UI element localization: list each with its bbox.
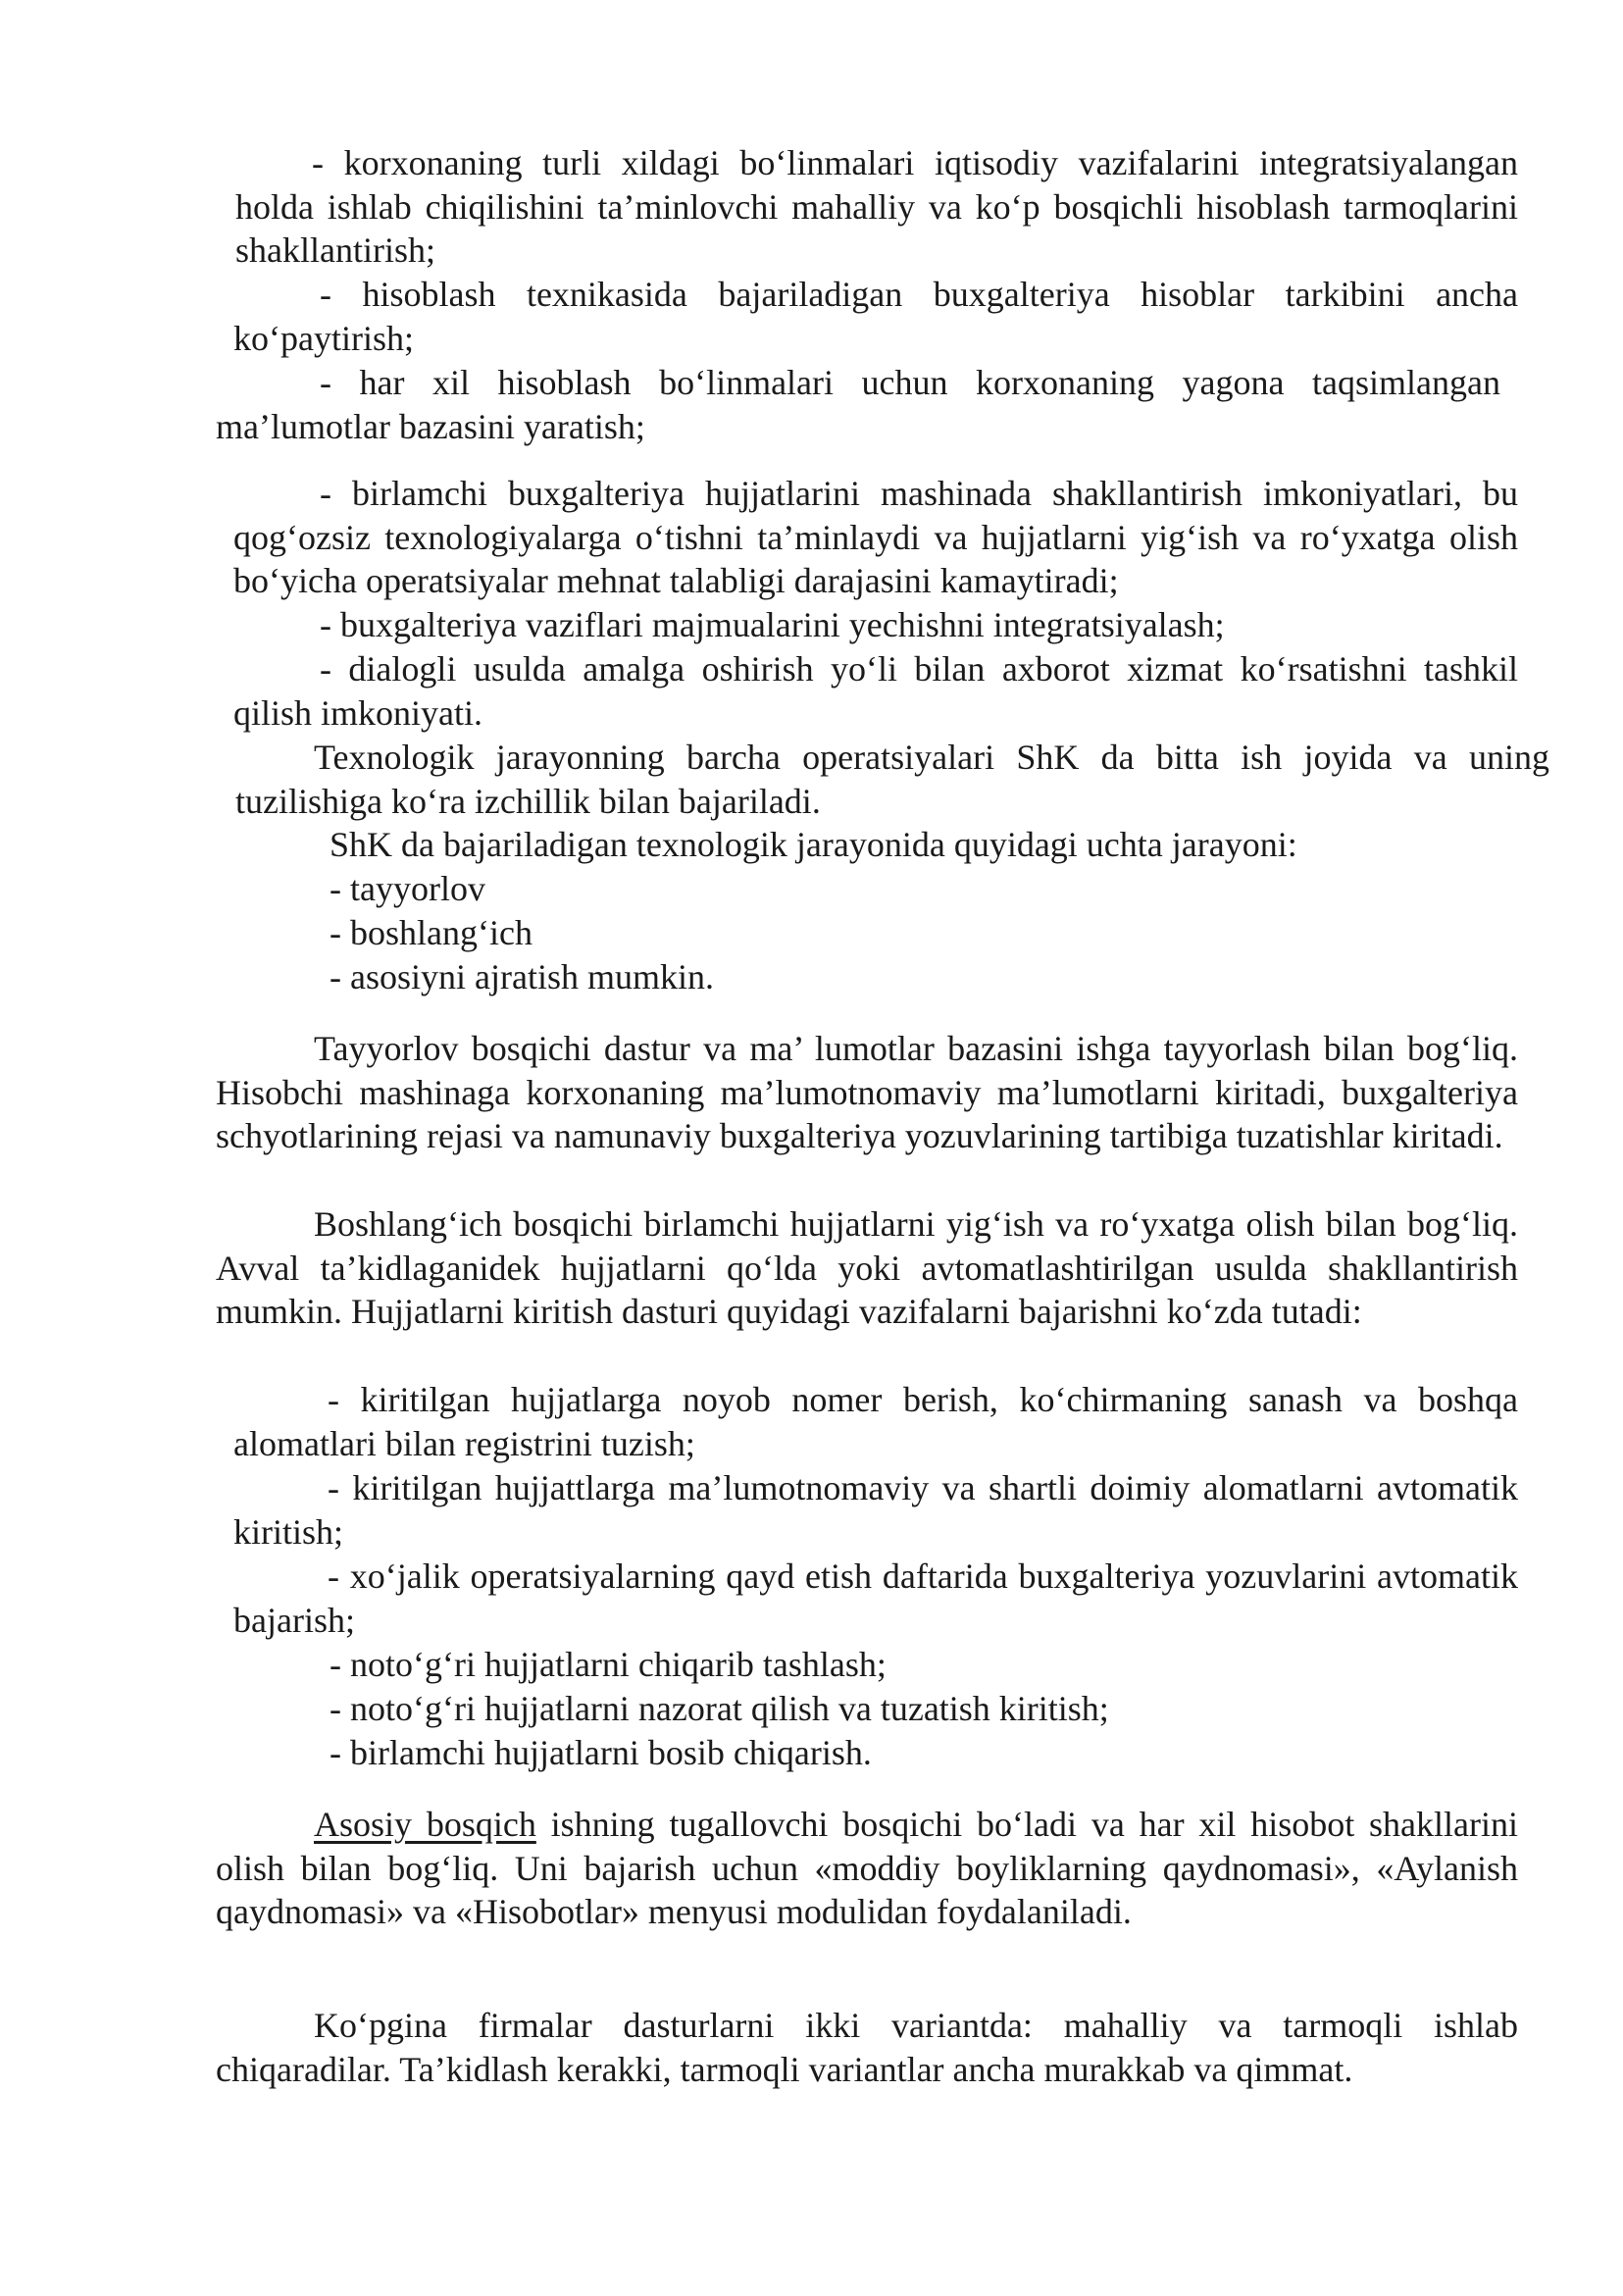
paragraph-initial-stage: Boshlang‘ich bosqichi birlamchi hujjatlarni yig‘ish va ro‘yxatga olish bilan bog‘liq. Avval ta’kidlaganidek hujjatlarni qo‘lda yoki avtomatlashtirilgan usulda shakllantirish mumkin. Hujjatlarni kiritish dasturi quyidagi vazifalarni bajarishni ko‘zda tutadi: [216, 1204, 1518, 1331]
bullet-item: - xo‘jalik operatsiyalarning qayd etish daftarida buxgalteriya yozuvlarini avtomatik bajarish; [233, 1556, 1518, 1640]
bullet-item: - buxgalteriya vaziflari majmualarini yechishni integratsiyalash; [320, 605, 1225, 644]
bullet-item: - kiritilgan hujjatlarga noyob nomer berish, ko‘chirmaning sanash va boshqa alomatlari bilan registrini tuzish; [233, 1380, 1518, 1463]
stages-intro: ShK da bajariladigan texnologik jarayonida quyidagi uchta jarayoni: [330, 825, 1297, 864]
stage-item: - tayyorlov [330, 869, 485, 908]
bullet-item: - kiritilgan hujjattlarga ma’lumotnomaviy va shartli doimiy alomatlarni avtomatik kiritish; [233, 1468, 1518, 1552]
bullet-item: - noto‘g‘ri hujjatlarni chiqarib tashlash; [330, 1645, 887, 1684]
bullet-item: - har xil hisoblash bo‘linmalari uchun korxonaning yagona taqsimlangan ma’lumotlar bazasini yaratish; [216, 363, 1500, 446]
bullet-item: - birlamchi hujjatlarni bosib chiqarish. [330, 1733, 872, 1772]
main-stage-text: ishning tugallovchi bosqichi bo‘ladi va har xil hisobot shakllarini olish bilan bog‘liq. Uni bajarish uchun «moddiy boyliklarning qaydnomasi», «Aylanish qaydnomasi» va «Hisobotlar» menyusi modulidan foydalaniladi. [216, 1805, 1518, 1931]
stage-item: - boshlang‘ich [330, 913, 533, 952]
stage-item: - asosiyni ajratish mumkin. [330, 957, 714, 996]
main-stage-term: Asosiy bosqich [314, 1805, 536, 1844]
bullet-item: - korxonaning turli xildagi bo‘linmalari iqtisodiy vazifalarini integratsiyalangan holda ishlab chiqilishini ta’minlovchi mahalliy va ko‘p bosqichli hisoblash tarmoqlarini shakllantirish; [235, 143, 1518, 270]
paragraph-preparation: Tayyorlov bosqichi dastur va ma’ lumotlar bazasini ishga tayyorlash bilan bog‘liq. Hisobchi mashinaga korxonaning ma’lumotnomaviy ma’lumotlarni kiritadi, buxgalteriya schyotlarining rejasi va namunaviy buxgalteriya yozuvlarining tartibiga tuzatishlar kiritadi. [216, 1029, 1518, 1155]
bullet-item: - noto‘g‘ri hujjatlarni nazorat qilish va tuzatish kiritish; [330, 1689, 1109, 1728]
paragraph-technology: Texnologik jarayonning barcha operatsiyalari ShK da bitta ish joyida va uning tuzilishiga ko‘ra izchillik bilan bajariladi. [235, 738, 1549, 821]
paragraph-main-stage [216, 1803, 1518, 1934]
bullet-item: - hisoblash texnikasida bajariladigan buxgalteriya hisoblar tarkibini ancha ko‘paytirish; [233, 275, 1518, 358]
bullet-item: - dialogli usulda amalga oshirish yo‘li bilan axborot xizmat ko‘rsatishni tashkil qilish imkoniyati. [233, 649, 1518, 733]
paragraph-firms: Ko‘pgina firmalar dasturlarni ikki variantda: mahalliy va tarmoqli ishlab chiqaradilar. Ta’kidlash kerakki, tarmoqli variantlar ancha murakkab va qimmat. [216, 2006, 1518, 2089]
bullet-item: - birlamchi buxgalteriya hujjatlarini mashinada shakllantirish imkoniyatlari, bu qog‘ozsiz texnologiyalarga o‘tishni ta’minlaydi va hujjatlarni yig‘ish va ro‘yxatga olish bo‘yicha operatsiyalar mehnat talabligi darajasini kamaytiradi; [233, 474, 1518, 600]
